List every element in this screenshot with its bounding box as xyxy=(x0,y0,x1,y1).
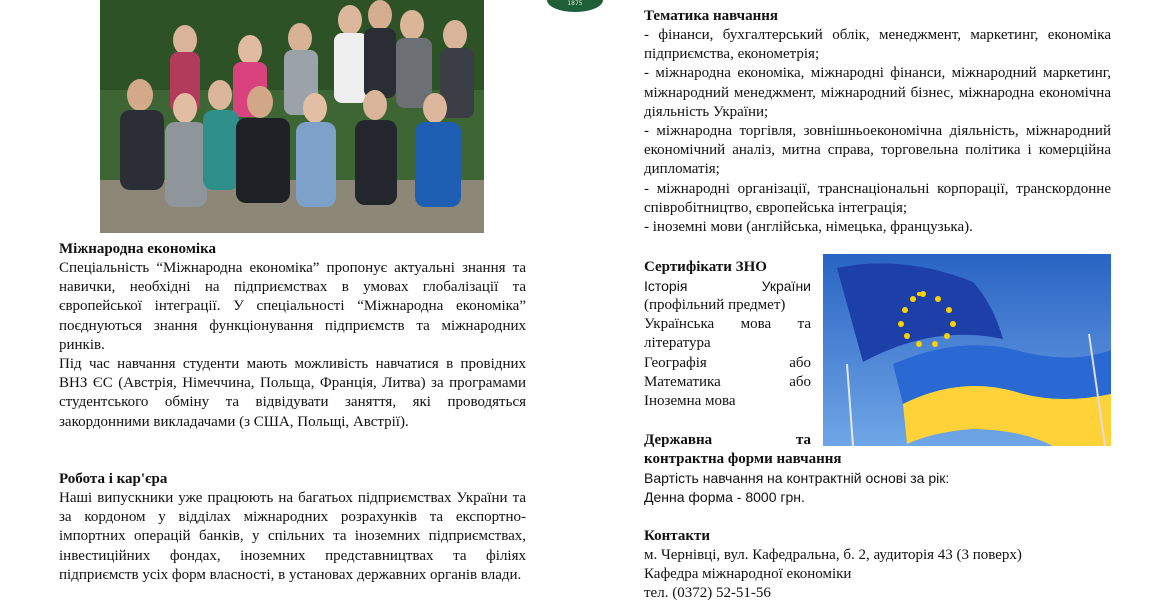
heading-study-forms xyxy=(644,431,811,450)
heading-study-topics: Тематика навчання xyxy=(644,8,779,24)
contract-cost-label: Вартість навчання на контрактній основі за рік: xyxy=(644,470,950,486)
contact-address: м. Чернівці, вул. Кафедральна, б. 2, аудиторія 43 (3 поверх) xyxy=(644,547,1022,563)
zno-word: та xyxy=(797,316,811,333)
eu-ukraine-flags-image xyxy=(823,254,1111,446)
logo-year: 1875 xyxy=(567,0,583,7)
topics-list xyxy=(644,26,1111,237)
zno-word: або xyxy=(789,373,811,390)
heading-word: Державна xyxy=(644,432,713,448)
zno-word: Іноземна мова xyxy=(644,393,736,410)
students-group-photo xyxy=(100,0,484,233)
heading-study-forms-2: контрактна форми навчання xyxy=(644,451,842,467)
zno-word: Географія xyxy=(644,354,707,371)
zno-word: Історія xyxy=(644,278,688,294)
contact-phone: тел. (0372) 52-51-56 xyxy=(644,585,771,601)
zno-word: України xyxy=(761,278,811,294)
heading-zno-certificates: Сертифікати ЗНО xyxy=(644,259,767,275)
zno-word: Математика xyxy=(644,373,721,390)
topic-item: - міжнародна торгівля, зовнішньоекономічна діяльність, міжнародний економічний аналіз, митна справа, торговельна політика і комерційна дипломатія; xyxy=(644,123,1111,178)
zno-word: Українська xyxy=(644,316,715,333)
topic-item: - міжнародні організації, транснаціональні корпорації, транскордонне співробітництво, європейська інтеграція; xyxy=(644,180,1111,216)
topic-item: - фінанси, бухгалтерський облік, менеджмент, маркетинг, економіка підприємства, економетрія; xyxy=(644,27,1111,63)
zno-line-history xyxy=(644,277,811,296)
university-logo xyxy=(547,0,603,12)
heading-career: Робота і кар'єра xyxy=(59,471,168,487)
heading-contacts: Контакти xyxy=(644,528,710,544)
topic-item: - міжнародна економіка, міжнародні фінанси, міжнародний маркетинг, міжнародний менеджмент, міжнародний бізнес, міжнародна економічна діяльність України; xyxy=(644,65,1111,120)
heading-word: та xyxy=(795,432,811,448)
zno-word: або xyxy=(789,354,811,371)
paragraph-specialty-intro: Спеціальність “Міжнародна економіка” пропонує актуальні знання та навички, необхідні на підприємствах в умовах глобалізації та європейської інтеграції. У спеціальності “Міжнародна економіка” поєднуються знання функціонування підприємств та міжнародних ринків. xyxy=(59,260,526,353)
heading-international-economics: Міжнародна економіка xyxy=(59,241,216,257)
topic-item: - іноземні мови (англійська, німецька, французька). xyxy=(644,219,973,236)
full-time-cost: Денна форма - 8000 грн. xyxy=(644,489,805,505)
zno-word: література xyxy=(644,335,711,352)
paragraph-career: Наші випускники уже працюють на багатьох підприємствах України та за кордоном у відділах міжнародних розрахунків та експортно-імпортних операцій банків, у спільних та іноземних підприємствах, інвестиційних фондах, іноземних представництвах та філіях підприємств усіх форм власності, в установах державних органів влади. xyxy=(59,490,526,583)
paragraph-study-abroad: Під час навчання студенти мають можливість навчатися в провідних ВНЗ ЄС (Австрія, Німеччина, Польща, Франція, Литва) за програмами студентського обміну та відвідувати заняття, які проводяться закордонними викладачами (з США, Польщі, Австрії). xyxy=(59,356,526,430)
contact-department: Кафедра міжнародної економіки xyxy=(644,566,852,582)
zno-lines xyxy=(644,296,811,411)
zno-word: мова xyxy=(740,316,772,333)
zno-profile-subject: (профільний предмет) xyxy=(644,297,786,313)
